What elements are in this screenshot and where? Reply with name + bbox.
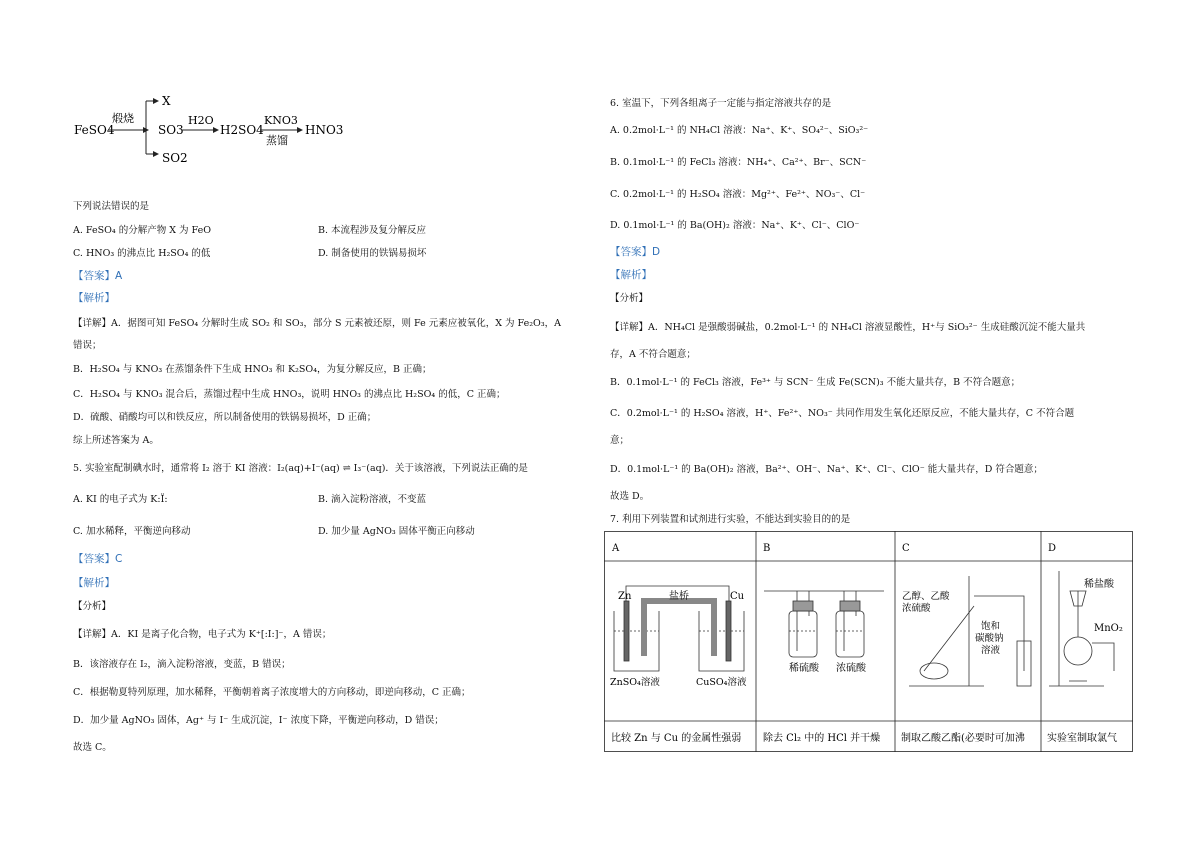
label-cu: Cu [730,591,745,602]
q7-table [604,531,1134,753]
flow-kno3: KNO3 [264,114,298,127]
q6-option-b: B. 0.1mol·L⁻¹ 的 FeCl₃ 溶液：NH₄⁺、Ca²⁺、Br⁻、SCN⁻ [610,157,867,168]
q5-option-c: C. 加水稀释，平衡逆向移动 [73,526,191,537]
q4-analysis-tag: 【解析】 [73,292,115,304]
q5-answer: 【答案】C [73,553,123,565]
q6-detail-b: B．0.1mol·L⁻¹ 的 FeCl₃ 溶液，Fe³⁺ 与 SCN⁻ 生成 Fe(SCN)₃ 不能大量共存，B 不符合题意； [610,377,1021,388]
q5-detail-a: 【详解】A．KI 是离子化合物，电子式为 K⁺[:I:]⁻，A 错误； [73,629,332,640]
q5-detail-d: D．加少量 AgNO₃ 固体，Ag⁺ 与 I⁻ 生成沉淀，I⁻ 浓度下降，平衡逆向移动，D 错误； [73,715,444,726]
label-reagents-1: 乙醇、乙酸 [902,591,950,602]
q7-header-a: A [612,543,620,554]
q6-analysis: 【分析】 [610,293,649,304]
label-hcl: 稀盐酸 [1084,579,1114,590]
label-reagents-2: 浓硫酸 [902,603,931,614]
q5-analysis-tag: 【解析】 [73,577,115,589]
caption-a: 比较 Zn 与 Cu 的金属性强弱 [611,733,742,744]
flow-diagram [70,92,370,167]
q7-header-c: C [902,543,910,554]
q5-detail-b: B．该溶液存在 I₂，滴入淀粉溶液，变蓝，B 错误； [73,659,291,670]
label-mno2: MnO₂ [1094,623,1123,634]
q5-option-d: D. 加少量 AgNO₃ 固体平衡正向移动 [318,526,475,537]
flow-hno3: HNO3 [305,123,344,137]
caption-c: 制取乙酸乙酯(必要时可加沸 [901,733,1025,744]
flow-so2: SO2 [162,151,188,165]
label-dilute-acid: 稀硫酸 [789,663,819,674]
q6-analysis-tag: 【解析】 [610,269,652,281]
q6-detail-a-cont: 存，A 不符合题意； [610,349,696,360]
q5-option-a: A. KI 的电子式为 K:Ï: [73,494,168,505]
q5-summary: 故选 C。 [73,742,112,753]
label-sat-3: 溶液 [981,645,1001,656]
flow-start: FeSO4 [74,123,115,137]
q4-detail-c: C．H₂SO₄ 与 KNO₃ 混合后，蒸馏过程中生成 HNO₃，说明 HNO₃ 的沸点比 H₂SO₄ 的低，C 正确； [73,389,506,400]
label-znso4: ZnSO₄溶液 [610,677,660,688]
flow-x: X [162,94,171,108]
label-sat-1: 饱和 [981,621,1001,632]
q4-summary: 综上所述答案为 A。 [73,435,159,446]
q7-header-d: D [1048,543,1057,554]
q6-stem: 6. 室温下，下列各组离子一定能与指定溶液共存的是 [610,98,832,109]
q6-option-a: A. 0.2mol·L⁻¹ 的 NH₄Cl 溶液：Na⁺、K⁺、SO₄²⁻、SiO₃²⁻ [610,125,869,136]
q6-option-d: D. 0.1mol·L⁻¹ 的 Ba(OH)₂ 溶液：Na⁺、K⁺、Cl⁻、ClO⁻ [610,220,860,231]
q7-header-b: B [763,543,771,554]
q5-stem: 5. 实验室配制碘水时，通常将 I₂ 溶于 KI 溶液：I₂(aq)+I⁻(aq) ⇌ I₃⁻(aq)．关于该溶液，下列说法正确的是 [73,463,528,474]
q6-answer: 【答案】D [610,246,661,258]
q4-answer: 【答案】A [73,270,123,282]
apparatus-b [764,591,884,657]
caption-b: 除去 Cl₂ 中的 HCl 并干燥 [763,733,881,744]
q6-option-c: C. 0.2mol·L⁻¹ 的 H₂SO₄ 溶液：Mg²⁺、Fe²⁺、NO₃⁻、Cl⁻ [610,189,866,200]
flow-h2so4: H2SO4 [220,123,264,137]
flow-calcine: 煅烧 [112,112,134,125]
label-zn: Zn [618,591,632,602]
q4-detail-b: B．H₂SO₄ 与 KNO₃ 在蒸馏条件下生成 HNO₃ 和 K₂SO₄，为复分解反应，B 正确； [73,364,432,375]
q4-option-a: A. FeSO₄ 的分解产物 X 为 FeO [73,225,212,236]
q6-summary: 故选 D。 [610,491,650,502]
flow-so3: SO3 [158,123,184,137]
q6-detail-a: 【详解】A．NH₄Cl 是强酸弱碱盐，0.2mol·L⁻¹ 的 NH₄Cl 溶液显酸性，H⁺与 SiO₃²⁻ 生成硅酸沉淀不能大量共 [610,322,1086,333]
q6-detail-c-cont: 意； [610,435,630,446]
q4-detail-d: D．硫酸、硝酸均可以和铁反应，所以制备使用的铁锅易损坏，D 正确； [73,412,377,423]
label-cuso4: CuSO₄溶液 [696,677,747,688]
q5-analysis: 【分析】 [73,601,112,612]
q4-option-c: C. HNO₃ 的沸点比 H₂SO₄ 的低 [73,248,211,259]
q5-option-b: B. 滴入淀粉溶液，不变蓝 [318,494,427,505]
q4-detail-a: 【详解】A．据图可知 FeSO₄ 分解时生成 SO₂ 和 SO₃，部分 S 元素被还原，则 Fe 元素应被氧化，X 为 Fe₂O₃，A [73,318,562,329]
q7-stem: 7. 利用下列装置和试剂进行实验，不能达到实验目的的是 [610,514,851,525]
q4-option-d: D. 制备使用的铁锅易损坏 [318,248,427,259]
flow-distill: 蒸馏 [266,134,288,147]
label-conc-acid: 浓硫酸 [836,663,866,674]
label-sat-2: 碳酸钠 [975,633,1004,644]
label-bridge: 盐桥 [669,591,689,602]
q6-detail-d: D．0.1mol·L⁻¹ 的 Ba(OH)₂ 溶液，Ba²⁺、OH⁻、Na⁺、K⁺、Cl⁻、ClO⁻ 能大量共存，D 符合题意； [610,464,1043,475]
q4-option-b: B. 本流程涉及复分解反应 [318,225,427,236]
flow-water: H2O [188,114,214,127]
q6-detail-c: C．0.2mol·L⁻¹ 的 H₂SO₄ 溶液，H⁺、Fe²⁺、NO₃⁻ 共同作用发生氧化还原反应，不能大量共存，C 不符合题 [610,408,1075,419]
q5-detail-c: C．根据勒夏特列原理，加水稀释，平衡朝着离子浓度增大的方向移动，即逆向移动，C 正确； [73,687,471,698]
q4-detail-a-cont: 错误； [73,340,102,351]
q4-stem: 下列说法错误的是 [73,201,150,212]
caption-d: 实验室制取氯气 [1047,733,1117,744]
